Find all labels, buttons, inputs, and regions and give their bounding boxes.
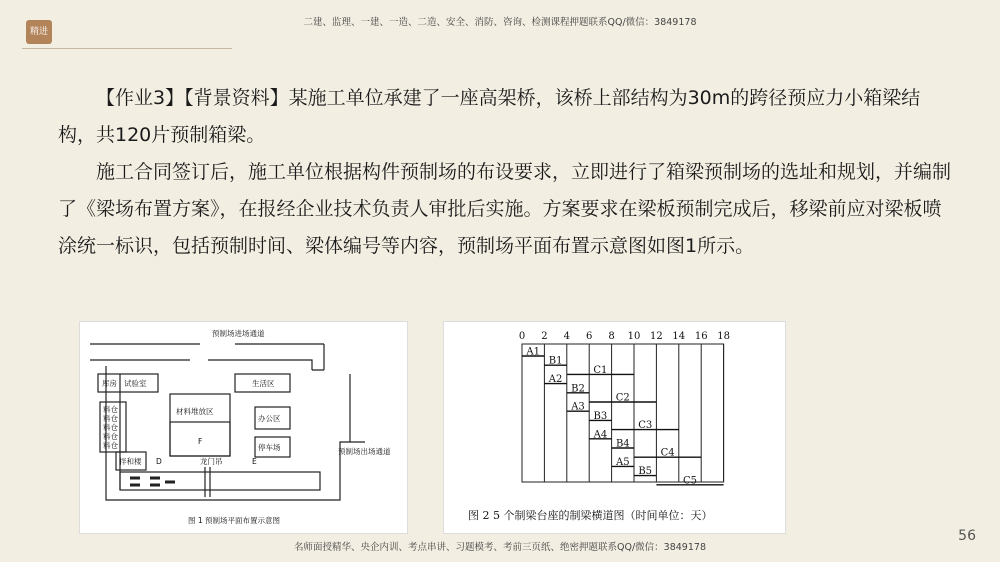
- label-f: F: [198, 437, 203, 446]
- office-label: 办公区: [258, 414, 281, 423]
- gantt-bar-label: C2: [615, 392, 630, 404]
- gantt-bar-label: C4: [660, 447, 675, 459]
- gantt-bar-label: B3: [593, 410, 608, 422]
- figure-1-site-layout: [79, 321, 408, 534]
- gantt-tick-label: 14: [672, 331, 686, 342]
- paragraph-2: 施工合同签订后，施工单位根据构件预制场的布设要求，立即进行了箱梁预制场的选址和规划，并编制了《梁场布置方案》，在报经企业技术负责人审批后实施。方案要求在梁板预制完成后，移梁前应对梁板喷涂统一标识，包括预制时间、梁体编号等内容，预制场平面布置示意图如图1所示。: [58, 161, 952, 257]
- bin-label: 料仓: [103, 405, 118, 414]
- header-text: 二建、监理、一建、一造、二造、安全、消防、咨询、检测课程押题联系QQ/微信：3849178: [303, 17, 697, 28]
- gantt-bar-label: C5: [682, 475, 698, 487]
- paragraph-1: 【作业3】【背景资料】某施工单位承建了一座高架桥，该桥上部结构为30m的跨径预应力小箱梁结构，共120片预制箱梁。: [58, 87, 921, 146]
- figure-1-caption: 图 1 预制场平面布置示意图: [188, 516, 281, 525]
- gantt-tick-label: 0: [518, 331, 526, 342]
- gantt-tick-label: 18: [717, 331, 730, 342]
- bin-label: 料仓: [103, 423, 118, 432]
- material-area-label: 材料堆放区: [176, 407, 214, 416]
- gantt-bar-label: B1: [548, 355, 563, 367]
- gantt-bar-label: C3: [638, 420, 653, 432]
- gantt-tick-label: 12: [650, 331, 663, 342]
- body-text: [58, 80, 958, 265]
- gantt-bar-label: A5: [616, 456, 630, 468]
- bin-label: 料仓: [103, 414, 118, 423]
- gantt-bar-label: B5: [638, 466, 653, 478]
- parking-label: 停车场: [258, 443, 281, 452]
- storehouse-label: 库房: [102, 379, 117, 388]
- bin-label: 料仓: [103, 432, 118, 441]
- figure-2-gantt-chart: [443, 321, 786, 534]
- gantry-label: 龙门吊: [200, 457, 223, 466]
- gantt-bar-label: A4: [593, 429, 608, 441]
- gantt-tick-label: 2: [541, 331, 548, 342]
- living-area-label: 生活区: [252, 379, 275, 388]
- gantt-bar-label: A1: [526, 346, 540, 358]
- gantt-tick-label: 8: [608, 331, 615, 342]
- lab-label: 试验室: [124, 379, 147, 388]
- road-in-label: 预制场进场通道: [212, 329, 265, 338]
- header-divider: [22, 48, 232, 49]
- footer-text: 名师面授精华、央企内训、考点串讲、习题模考、考前三页纸、绝密押题联系QQ/微信：3849178: [294, 542, 706, 553]
- gantt-tick-label: 6: [586, 331, 593, 342]
- gantt-tick-label: 4: [563, 331, 570, 342]
- bin-label: 料仓: [103, 441, 118, 450]
- gantt-bar-label: A2: [548, 374, 563, 386]
- gantt-tick-label: 10: [627, 331, 641, 342]
- page-number: 56: [958, 528, 976, 544]
- gantt-bar-label: B2: [571, 383, 585, 395]
- gantt-bar-label: C1: [593, 364, 608, 376]
- brand-badge: 精进: [26, 20, 52, 44]
- gantt-bar-label: A3: [571, 401, 585, 413]
- label-d: D: [156, 457, 162, 466]
- gantt-tick-label: 16: [694, 331, 708, 342]
- gantt-bar-label: B4: [615, 438, 630, 450]
- road-out-label: 预制场出场通道: [338, 447, 391, 456]
- mixer-label: 拌和楼: [119, 457, 142, 466]
- figure-2-caption: 图 2 5 个制梁台座的制梁横道图（时间单位：天）: [468, 509, 713, 522]
- label-e: E: [252, 457, 257, 466]
